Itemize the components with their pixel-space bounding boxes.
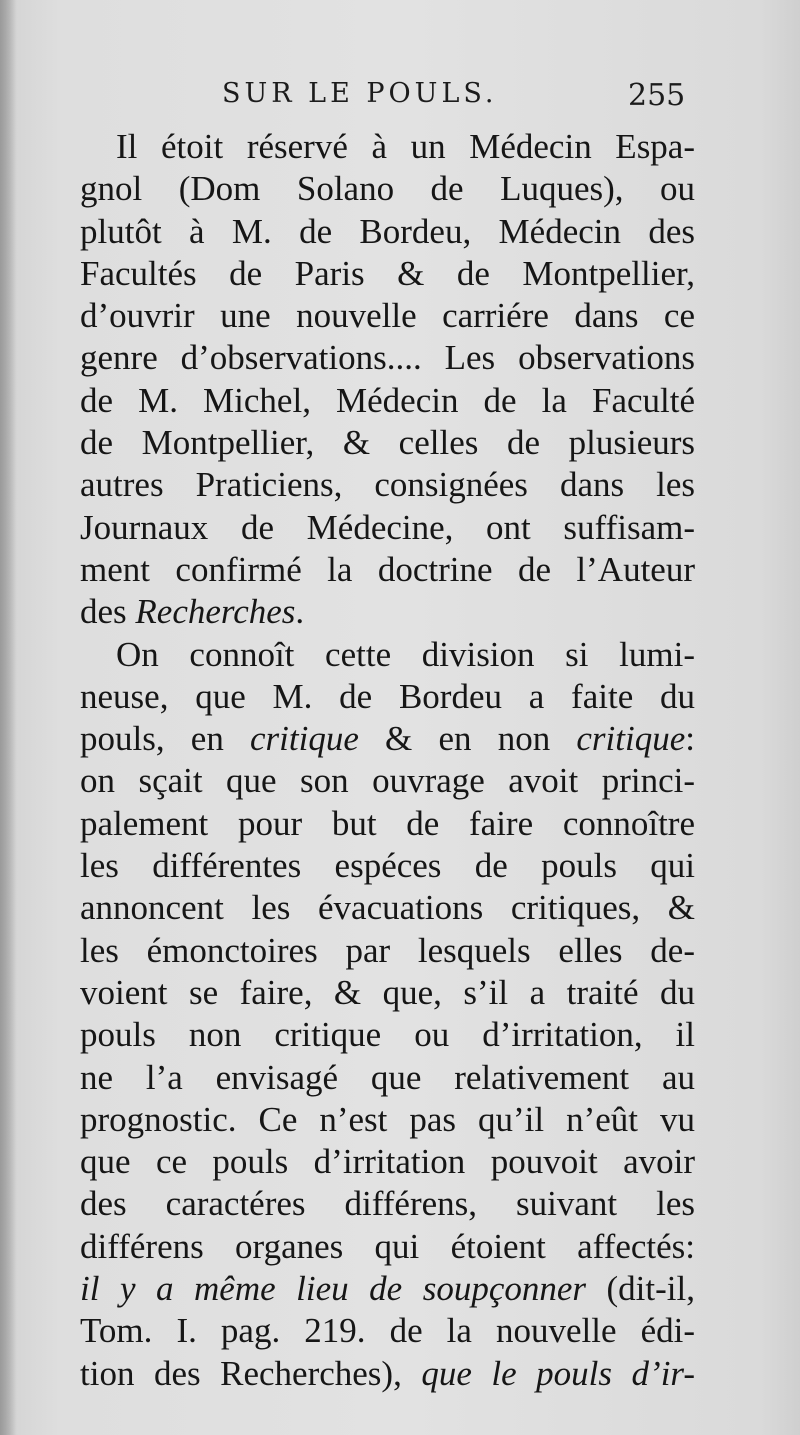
text-run: Tom. I. pag. 219. de la nouvelle édi-: [80, 1311, 695, 1351]
text-run: annoncent les évacuations critiques, &: [80, 888, 695, 928]
italic-text: critique: [250, 719, 359, 759]
text-line: [80, 464, 695, 506]
text-run: plutôt à M. de Bordeu, Médecin des: [80, 211, 695, 251]
text-line: [80, 1183, 695, 1225]
gutter-shadow: [0, 0, 16, 1435]
italic-text: Recherches: [135, 592, 296, 632]
text-run: Il étoit réservé à un Médecin Espa-: [116, 127, 695, 166]
text-run: d’ouvrir une nouvelle carriére dans ce: [80, 296, 695, 336]
text-run: genre d’observations.... Les observations: [80, 338, 695, 378]
text-line: [80, 676, 695, 718]
text-line: [80, 380, 695, 422]
text-run: différens organes qui étoient affectés:: [80, 1226, 695, 1266]
page-header: [0, 78, 800, 118]
text-line: [80, 1141, 695, 1183]
text-line: [80, 803, 695, 845]
running-title: SUR LE POULS.: [222, 78, 498, 109]
page-number: 255: [628, 78, 686, 113]
text-run: des caractéres différens, suivant les: [80, 1184, 695, 1224]
text-line: [80, 972, 695, 1014]
text-run: Journaux de Médecine, ont suffisam-: [80, 507, 695, 547]
text-line: [80, 1099, 695, 1141]
text-line: [80, 887, 695, 929]
text-run: pouls non critique ou d’irritation, il: [80, 1015, 695, 1055]
text-run: autres Praticiens, consignées dans les: [80, 465, 695, 505]
text-run: de Montpellier, & celles de plusieurs: [80, 423, 695, 463]
text-run: & en non: [358, 719, 577, 759]
text-line: [80, 1226, 695, 1268]
text-run: Facultés de Paris & de Montpellier,: [80, 253, 695, 293]
text-line: [80, 507, 695, 549]
text-run: On connoît cette division si lumi-: [116, 634, 695, 674]
text-line: [80, 1014, 695, 1056]
italic-text: critique: [576, 719, 686, 759]
text-line: [80, 1057, 695, 1099]
text-run: tion des Recherches),: [80, 1353, 422, 1393]
text-run: ment confirmé la doctrine de l’Auteur: [80, 549, 695, 589]
italic-text: il y a même lieu de soupçonner: [80, 1269, 587, 1309]
text-run: voient se faire, & que, s’il a traité du: [80, 972, 695, 1012]
text-run: prognostic. Ce n’est pas qu’il n’eût vu: [80, 1099, 695, 1139]
text-run: (dit-il,: [586, 1269, 695, 1309]
text-line: [80, 760, 695, 802]
text-line: [80, 422, 695, 464]
text-line: [80, 549, 695, 591]
text-line: [80, 295, 695, 337]
body-text: [80, 126, 695, 1395]
text-run: des: [80, 592, 136, 632]
text-line: [80, 718, 695, 760]
italic-text: que le pouls d’ir-: [421, 1353, 695, 1393]
text-line: [80, 845, 695, 887]
text-run: on sçait que son ouvrage avoit princi-: [80, 761, 695, 801]
text-line: [80, 253, 695, 295]
text-line: [80, 337, 695, 379]
text-line: [80, 1268, 695, 1310]
text-line: [80, 1310, 695, 1352]
text-run: neuse, que M. de Bordeu a faite du: [80, 676, 695, 716]
text-run: palement pour but de faire connoître: [80, 803, 695, 843]
paragraph: [80, 634, 695, 1395]
text-run: gnol (Dom Solano de Luques), ou: [80, 169, 695, 209]
text-line: [80, 634, 695, 676]
text-run: ne l’a envisagé que relativement au: [80, 1057, 695, 1097]
text-line: [80, 591, 695, 633]
paragraph: [80, 126, 695, 634]
text-line: [80, 168, 695, 210]
text-run: pouls, en: [80, 719, 250, 759]
text-run: .: [295, 592, 305, 632]
text-line: [80, 1353, 695, 1395]
text-run: les émonctoires par lesquels elles de-: [80, 930, 695, 970]
text-line: [80, 211, 695, 253]
text-line: [80, 930, 695, 972]
text-run: :: [685, 719, 695, 759]
text-line: [80, 126, 695, 168]
text-run: de M. Michel, Médecin de la Faculté: [80, 380, 695, 420]
text-run: les différentes espéces de pouls qui: [80, 846, 695, 886]
text-run: que ce pouls d’irritation pouvoit avoir: [80, 1142, 695, 1182]
